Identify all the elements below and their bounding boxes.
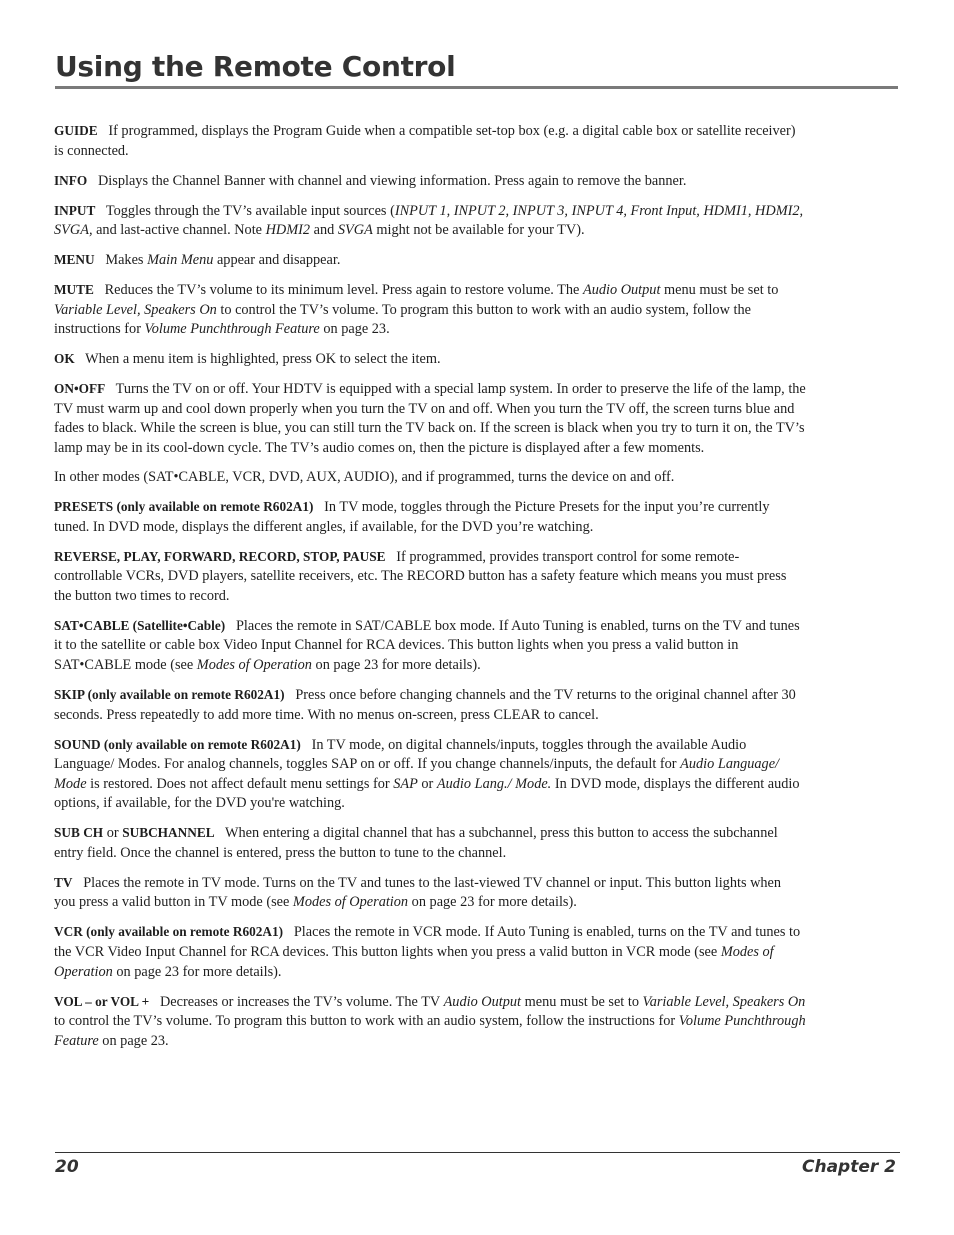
button-term-alt: SUBCHANNEL — [122, 825, 215, 841]
button-entry — [54, 201, 806, 241]
button-term: ON•OFF — [54, 381, 106, 397]
button-entry — [54, 992, 806, 1052]
emphasized-text: Volume Punchthrough Feature — [144, 321, 320, 338]
description-text: If programmed, provides transport control for some remote-controllable VCRs, DVD players, satellite receivers, etc. The RECORD button has a safety feature which means you must press the button two times to record. — [54, 548, 787, 604]
description-text: Turns the TV on or off. Your HDTV is equipped with a special lamp system. In order to preserve the life of the lamp, the TV must warm up and cool down properly when you turn the TV on and off. When you turn the TV off, the screen turns blue and fades to black. While the screen is blue, you can still turn the TV back on. If the screen is black when you try to turn it on, the TV’s lamp may be in its cool-down cycle. The TV’s audio comes on, then the picture is displayed after a few moments. — [54, 381, 806, 457]
button-entry — [54, 468, 806, 488]
emphasized-text: Variable Level, Speakers On — [54, 301, 217, 318]
button-term: PRESETS (only available on remote R602A1) — [54, 499, 314, 515]
description-text: Places the remote in VCR mode. If Auto Tuning is enabled, turns on the TV and tunes to the VCR Video Input Channel for RCA devices. This button lights when you press a valid button in VCR mode (see — [54, 924, 801, 961]
footer-divider — [55, 1152, 900, 1153]
button-term: INPUT — [54, 202, 96, 218]
description-text: on page 23 for more details). — [112, 963, 282, 980]
description-text: In TV mode, toggles through the Picture Presets for the input you’re currently tuned. In DVD mode, displays the different angles, if available, for the DVD you’re watching. — [54, 499, 770, 535]
button-entry: SUB CH or SUBCHANNEL When entering a digital channel that has a subchannel, press this button to access the subchannel entry field. Once the channel is entered, press the button to tune to the channel. — [54, 825, 778, 861]
description-text: and last-active channel. Note — [92, 222, 266, 239]
button-term: SAT•CABLE (Satellite•Cable) — [54, 617, 226, 633]
emphasized-text: Modes of Operation — [292, 894, 409, 911]
button-term: SUB CH — [54, 825, 104, 841]
chapter-label: Chapter 2 — [801, 1157, 896, 1177]
button-term: GUIDE — [54, 123, 98, 138]
emphasized-text: Audio Output — [582, 282, 661, 299]
button-term: VCR (only available on remote R602A1) — [54, 924, 284, 940]
button-entry — [54, 121, 806, 161]
description-text: appear and disappear. — [213, 252, 341, 269]
description-text: menu must be set to — [521, 993, 643, 1010]
button-term: OK — [54, 351, 75, 367]
button-term: SKIP (only available on remote R602A1) — [54, 686, 285, 702]
description-text: In TV mode, on digital channels/inputs, toggles through the available Audio Language/ Modes. For analog channels, toggles SAP on or off. If you change channels/inputs, the default for — [54, 736, 747, 773]
description-text: When entering a digital channel that has a subchannel, press this button to access the subchannel entry field. Once the channel is entered, press the button to tune to the channel. — [54, 825, 778, 861]
emphasized-text: Volume Punchthrough Feature — [54, 1013, 806, 1049]
page-title: Using the Remote Control — [55, 50, 456, 83]
description-text: on page 23 for more details). — [408, 894, 577, 911]
button-entry — [54, 873, 806, 913]
button-entry — [54, 735, 806, 814]
description-text: on page 23 for more details). — [311, 656, 481, 673]
button-term: SOUND (only available on remote R602A1) — [54, 736, 301, 752]
description-text: might not be available for your TV). — [372, 222, 585, 239]
description-text: Places the remote in SAT/CABLE box mode. If Auto Tuning is enabled, turns on the TV and tunes it to the satellite or cable box Video Input Channel for RCA devices. This button lights when you press a valid button in SAT•CABLE mode (see — [54, 617, 800, 673]
button-entry — [54, 547, 806, 607]
button-term: MUTE — [54, 282, 94, 298]
description-text: Toggles through the TV’s available input sources ( — [105, 202, 395, 219]
description-text: Decreases or increases the TV’s volume. The TV — [159, 993, 444, 1010]
emphasized-text: Modes of Operation — [196, 656, 312, 673]
emphasized-text: HDMI2 — [265, 222, 311, 239]
button-entry — [54, 922, 806, 982]
description-text: When a menu item is highlighted, press OK to select the item. — [85, 351, 441, 368]
description-text: on page 23. — [319, 321, 390, 338]
button-entry — [54, 379, 806, 458]
description-text: and — [310, 222, 338, 239]
page-number: 20 — [55, 1157, 79, 1177]
description-text: Displays the Channel Banner with channel and viewing information. Press again to remove the banner. — [97, 172, 687, 189]
emphasized-text: Variable Level, Speakers On — [642, 993, 806, 1010]
description-text: Makes — [105, 252, 148, 269]
description-text: to control the TV’s volume. To program this button to work with an audio system, follow the instructions for — [54, 301, 751, 338]
description-text: Places the remote in TV mode. Turns on the TV and tunes to the last-viewed TV channel or input. This button lights when you press a valid button in TV mode (see — [54, 874, 782, 911]
button-term: REVERSE, PLAY, FORWARD, RECORD, STOP, PAUSE — [54, 548, 386, 564]
emphasized-text: Audio Output — [443, 993, 522, 1010]
emphasized-text: Audio Lang./ Mode. — [436, 775, 552, 792]
emphasized-text: SVGA — [337, 222, 373, 239]
emphasized-text: INPUT 1, INPUT 2, INPUT 3, INPUT 4, Front Input, HDMI1, HDMI2, SVGA, — [54, 202, 804, 239]
description-text: or — [417, 775, 437, 792]
button-entry — [54, 616, 806, 676]
description-text: If programmed, displays the Program Guide when a compatible set-top box (e.g. a digital cable box or satellite receiver) is connected. — [54, 123, 796, 159]
description-text: In other modes (SAT•CABLE, VCR, DVD, AUX, AUDIO), and if programmed, turns the device on and off. — [54, 469, 675, 486]
button-term: VOL – or VOL + — [54, 993, 150, 1009]
emphasized-text: Audio Language/ Mode — [54, 756, 780, 792]
emphasized-text: Main Menu — [147, 252, 214, 269]
emphasized-text: Modes of Operation — [54, 944, 774, 980]
description-text: to control the TV’s volume. To program this button to work with an audio system, follow the instructions for — [54, 1013, 679, 1030]
button-entry — [54, 250, 806, 271]
button-term: TV — [54, 874, 73, 890]
button-entry — [54, 280, 806, 340]
button-term: INFO — [54, 172, 88, 188]
title-divider — [55, 86, 898, 89]
emphasized-text: SAP — [393, 775, 418, 792]
button-entry — [54, 497, 806, 537]
description-text: In DVD mode, displays the different audio options, if available, for the DVD you're watching. — [54, 775, 800, 812]
button-entry — [54, 349, 806, 370]
description-text: Press once before changing channels and the TV returns to the original channel after 30 seconds. Press repeatedly to add more time. With no menus on-screen, press CLEAR to cancel. — [54, 686, 796, 723]
description-text: Reduces the TV’s volume to its minimum level. Press again to restore volume. The — [104, 282, 583, 299]
description-text: on page 23. — [98, 1032, 169, 1049]
button-entry — [54, 171, 806, 192]
button-term: MENU — [54, 252, 95, 268]
description-text: menu must be set to — [660, 282, 779, 299]
description-text: is restored. Does not affect default menu settings for — [86, 775, 394, 792]
remote-button-descriptions — [54, 121, 806, 1061]
button-entry — [54, 685, 806, 725]
